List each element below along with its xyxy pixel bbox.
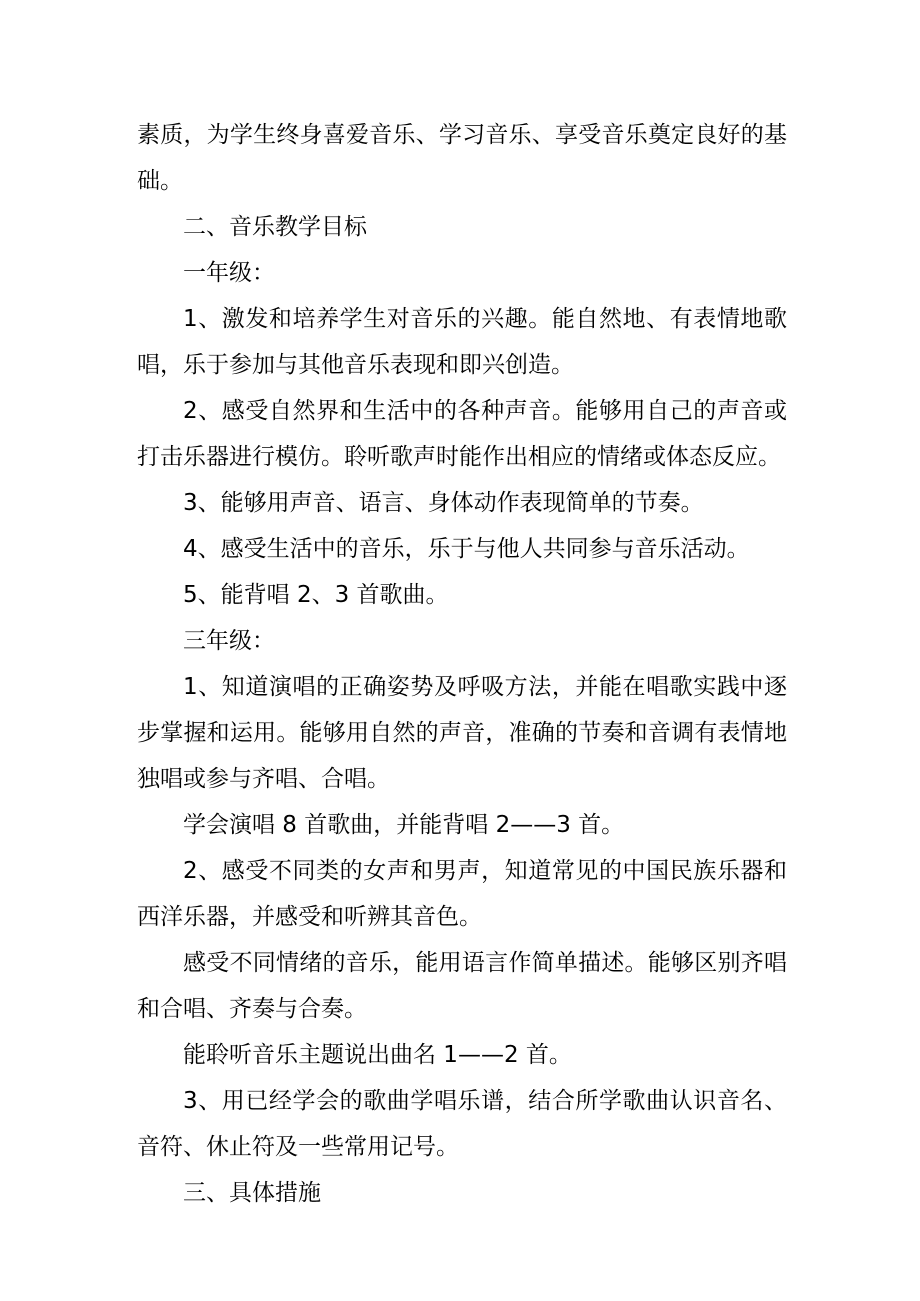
goal-item-4: 4、感受生活中的音乐，乐于与他人共同参与音乐活动。	[183, 536, 750, 562]
grade-heading-first: 一年级：	[183, 260, 275, 286]
third-grade-listening-note: 能聆听音乐主题说出曲名 1——2 首。	[183, 1042, 572, 1068]
goal-item-2: 2、感受自然界和生活中的各种声音。能够用自己的声音或打击乐器进行模仿。聆听歌声时能作出相应的情绪或体态反应。	[137, 398, 787, 470]
document-body	[137, 112, 787, 1216]
third-grade-emotion-note: 感受不同情绪的音乐，能用语言作简单描述。能够区别齐唱和合唱、齐奏与合奏。	[137, 950, 787, 1022]
goal-item-3: 3、能够用声音、语言、身体动作表现简单的节奏。	[183, 490, 704, 516]
goal-item-5: 5、能背唱 2、3 首歌曲。	[183, 582, 449, 608]
third-grade-songs-note: 学会演唱 8 首歌曲，并能背唱 2——3 首。	[183, 812, 625, 838]
third-grade-item-3: 3、用已经学会的歌曲学唱乐谱，结合所学歌曲认识音名、音符、休止符及一些常用记号。	[137, 1088, 787, 1160]
section-heading-measures: 三、具体措施	[183, 1180, 321, 1206]
goal-item-1: 1、激发和培养学生对音乐的兴趣。能自然地、有表情地歌唱，乐于参加与其他音乐表现和即兴创造。	[137, 306, 787, 378]
section-heading-teaching-goals: 二、音乐教学目标	[183, 214, 367, 240]
grade-heading-third: 三年级：	[183, 628, 275, 654]
third-grade-item-2: 2、感受不同类的女声和男声，知道常见的中国民族乐器和西洋乐器，并感受和听辨其音色。	[137, 858, 787, 930]
third-grade-item-1: 1、知道演唱的正确姿势及呼吸方法，并能在唱歌实践中逐步掌握和运用。能够用自然的声音，准确的节奏和音调有表情地独唱或参与齐唱、合唱。	[137, 674, 787, 792]
paragraph-intro-continuation: 素质，为学生终身喜爱音乐、学习音乐、享受音乐奠定良好的基础。	[137, 122, 787, 194]
